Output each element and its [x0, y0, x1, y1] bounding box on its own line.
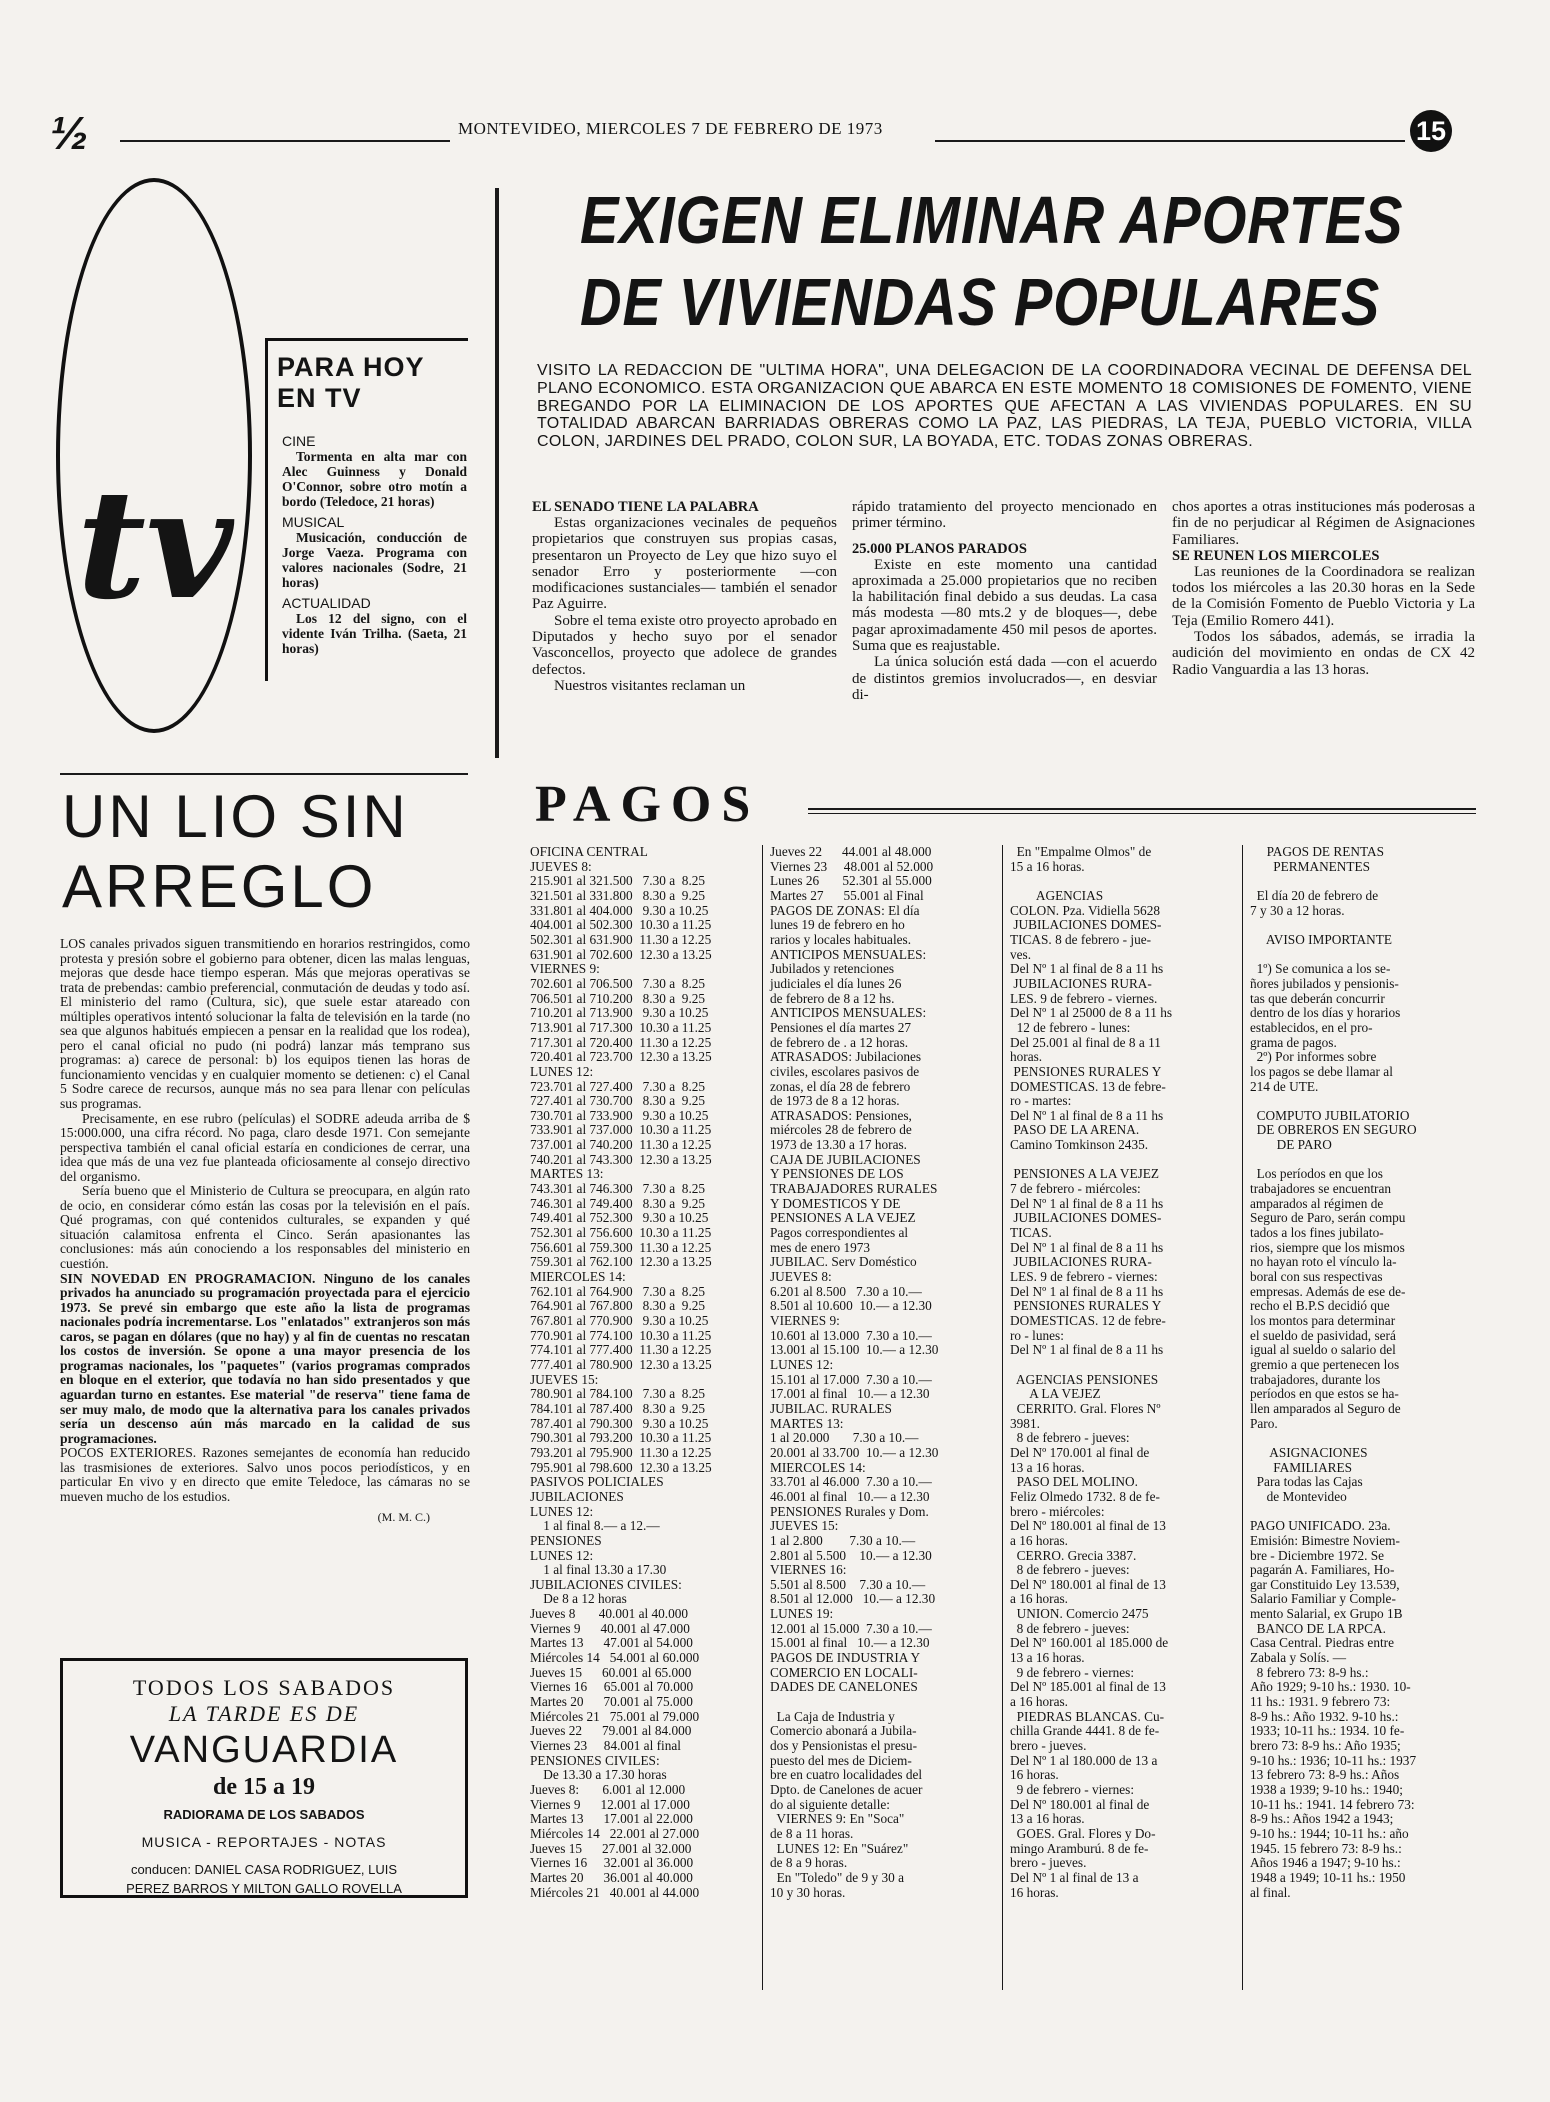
tv-section-text: Los 12 del signo, con el vidente Iván Trilha. (Saeta, 21 horas): [282, 611, 467, 656]
main-lead: VISITO LA REDACCION DE "ULTIMA HORA", UNA DELEGACION DE LA COORDINADORA VECINAL DE DEFENSA DEL PLANO ECONOMICO. ESTA ORGANIZACION QUE ABARCA EN ESTE MOMENTO 18 COMISIONES DE FOMENTO, VIENE BREGANDO POR LA ELIMINACION DE LOS APORTES QUE AFECTAN A LAS VIVIENDAS POPULARES. EN SU TOTALIDAD ABARCAN BARRIADAS OBRERAS COMO LA PAZ, LAS PIEDRAS, LA TEJA, PUEBLO VICTORIA, VILLA COLON, JARDINES DEL PRADO, COLON SUR, LA BOYADA, ETC. TODAS ZONAS OBRERAS.: [537, 362, 1472, 451]
tv-section-text: Tormenta en alta mar con Alec Guinness y Donald O'Connor, sobre otro motín a bordo (Teledoce, 21 horas): [282, 449, 467, 509]
main-paragraph: La única solución está dada —con el acuerdo de distintos gremios involucrados—, en desviar di-: [852, 654, 1157, 703]
tv-oval: [56, 178, 252, 733]
ad-line: LA TARDE ES DE: [168, 1701, 360, 1726]
lio-signature: (M. M. C.): [377, 1510, 430, 1525]
masthead-rule-left: [120, 140, 450, 142]
tv-logo-text: tv: [76, 457, 234, 633]
lio-title: [62, 782, 472, 922]
pagos-divider: [1002, 845, 1003, 1990]
pagos-col2: Jueves 22 44.001 al 48.000 Viernes 23 48.001 al 52.000 Lunes 26 52.301 al 55.000 Martes 27 55.001 al Final PAGOS DE ZONAS: El día lunes 19 de febrero en ho rarios y locales habituales. ANTICIPOS MENSUALES: Jubilados y retenciones judiciales el día lunes 26 de febrero de 8 a 12 hs. ANTICIPOS MENSUALES: Pensiones el día martes 27 de febrero de . a 12 horas. ATRASADOS: Jubilaciones civiles, escolares pasivos de zonas, el día 28 de febrero de 1973 de 8 a 12 horas. ATRASADOS: Pensiones, miércoles 28 de febrero de 1973 de 13.30 a 17 horas. CAJA DE JUBILACIONES Y PENSIONES DE LOS TRABAJADORES RURALES Y DOMESTICOS Y DE PENSIONES A LA VEJEZ Pagos correspondientes al mes de enero 1973 JUBILAC. Serv Doméstico JUEVES 8: 6.201 al 8.500 7.30 a 10.— 8.501 al 10.600 10.— a 12.30 VIERNES 9: 10.601 al 13.000 7.30 a 10.— 13.001 al 15.100 10.— a 12.30 LUNES 12: 15.101 al 17.000 7.30 a 10.— 17.001 al final 10.— a 12.30 JUBILAC. RURALES MARTES 13: 1 al 20.000 7.30 a 10.— 20.001 al 33.700 10.— a 12.30 MIERCOLES 14: 33.701 al 46.000 7.30 a 10.— 46.001 al final 10.— a 12.30 PENSIONES Rurales y Dom. JUEVES 15: 1 al 2.800 7.30 a 10.— 2.801 al 5.500 10.— a 12.30 VIERNES 16: 5.501 al 8.500 7.30 a 10.— 8.501 al 12.000 10.— a 12.30 LUNES 19: 12.001 al 15.000 7.30 a 10.— 15.001 al final 10.— a 12.30 PAGOS DE INDUSTRIA Y COMERCIO EN LOCALI- DADES DE CANELONES La Caja de Industria y Comercio abonará a Jubila- dos y Pensionistas el presu- puesto del mes de Diciem- bre en cuatro localidades del Dpto. de Canelones de acuer do al siguiente detalle: VIERNES 9: En "Soca" de 8 a 11 horas. LUNES 12: En "Suárez" de 8 a 9 horas. En "Toledo" de 9 y 30 a 10 y 30 horas.: [770, 844, 939, 1900]
pagos-rule: [808, 808, 1476, 810]
main-paragraph: chos aportes a otras instituciones más poderosas a fin de no perjudicar al Régimen de Asignaciones Familiares.: [1172, 499, 1475, 548]
main-paragraph: Nuestros visitantes reclaman un: [554, 677, 746, 694]
main-paragraph: Todos los sábados, además, se irradia la audición del movimiento en ondas de CX 42 Radio Vanguardia a las 13 horas.: [1172, 629, 1475, 678]
lio-paragraph: Sería bueno que el Ministerio de Cultura se preocupara, en algún rato de ocio, en considerar cómo están las cosas por la televisión en el país. Qué programas, con qué contenidos culturales, se expanden y qué situación calamitosa enfrenta el Cinco. Serán apasionantes las conclusiones: más aún conociendo a los responsables del ministerio en cuestión.: [60, 1183, 470, 1272]
vanguardia-ad: [60, 1658, 468, 1898]
tv-section-label: ACTUALIDAD: [282, 595, 371, 611]
tv-section-label: MUSICAL: [282, 514, 345, 530]
ad-line: PEREZ BARROS Y MILTON GALLO ROVELLA: [126, 1881, 402, 1896]
pagos-col3: En "Empalme Olmos" de 15 a 16 horas. AGENCIAS COLON. Pza. Vidiella 5628 JUBILACIONES DOMES- TICAS. 8 de febrero - jue- ves. Del Nº 1 al final de 8 a 11 hs JUBILACIONES RURA- LES. 9 de febrero - viernes. Del Nº 1 al 25000 de 8 a 11 hs 12 de febrero - lunes: Del 25.001 al final de 8 a 11 horas. PENSIONES RURALES Y DOMESTICAS. 13 de febre- ro - martes: Del Nº 1 al final de 8 a 11 hs PASO DE LA ARENA. Camino Tomkinson 2435. PENSIONES A LA VEJEZ 7 de febrero - miércoles: Del Nº 1 al final de 8 a 11 hs JUBILACIONES DOMES- TICAS. Del Nº 1 al final de 8 a 11 hs JUBILACIONES RURA- LES. 9 de febrero - viernes: Del Nº 1 al final de 8 a 11 hs PENSIONES RURALES Y DOMESTICAS. 12 de febre- ro - lunes: Del Nº 1 al final de 8 a 11 hs AGENCIAS PENSIONES A LA VEJEZ CERRITO. Gral. Flores Nº 3981. 8 de febrero - jueves: Del Nº 170.001 al final de 13 a 16 horas. PASO DEL MOLINO. Feliz Olmedo 1732. 8 de fe- brero - miércoles: Del Nº 180.001 al final de 13 a 16 horas. CERRO. Grecia 3387. 8 de febrero - jueves: Del Nº 180.001 al final de 13 a 16 horas. UNION. Comercio 2475 8 de febrero - jueves: Del Nº 160.001 al 185.000 de 13 a 16 horas. 9 de febrero - viernes: Del Nº 185.001 al final de 13 a 16 horas. PIEDRAS BLANCAS. Cu- chilla Grande 4441. 8 de fe- brero - jueves. Del Nº 1 al 180.000 de 13 a 16 horas. 9 de febrero - viernes: Del Nº 180.001 al final de 13 a 16 horas. GOES. Gral. Flores y Do- mingo Aramburú. 8 de fe- brero - jueves. Del Nº 1 al final de 13 a 16 horas.: [1010, 844, 1173, 1900]
ad-line: RADIORAMA DE LOS SABADOS: [163, 1807, 365, 1822]
column-divider: [495, 188, 499, 758]
main-headline: [580, 180, 1460, 344]
ad-line: VANGUARDIA: [129, 1729, 399, 1771]
ad-line: de 15 a 19: [213, 1774, 315, 1800]
main-paragraph: Existe en este momento una cantidad aproximada a 25.000 propietarios que no reciben la habilitación final debido a sus deudas. La casa más modesta —80 mts.2 y de bloques—, debe pagar aproximadamente 450 mil pesos de aportes. Suma que es reajustable.: [852, 556, 1157, 655]
main-paragraph: rápido tratamiento del proyecto mencionado en primer término.: [852, 499, 1157, 532]
lio-article: [60, 937, 470, 1525]
main-subhead: EL SENADO TIENE LA PALABRA: [532, 499, 759, 515]
main-paragraph: Estas organizaciones vecinales de pequeños propietarios que construyen sus propias casas, presentaron un Proyecto de Ley que hizo suyo el senador Erro y posteriormente —con modificaciones sustanciales— también el senador Paz Aguirre.: [532, 515, 837, 613]
main-col3: [1172, 499, 1475, 678]
section-logo: ½: [50, 107, 89, 159]
pagos-divider: [1242, 845, 1243, 1990]
pagos-col4: PAGOS DE RENTAS PERMANENTES El día 20 de febrero de 7 y 30 a 12 horas. AVISO IMPORTANTE 1º) Se comunica a los se- ñores jubilados y pensionis- tas que deberán concurrir dentro de los días y horarios establecidos, en el pro- grama de pagos. 2º) Por informes sobre los pagos se debe llamar al 214 de UTE. COMPUTO JUBILATORIO DE OBREROS EN SEGURO DE PARO Los períodos en que los trabajadores se encuentran amparados al régimen de Seguro de Paro, serán compu tados a los fines jubilato- rios, siempre que los mismos no hayan roto el vínculo la- boral con sus respectivas empresas. Además de ese de- recho el B.P.S decidió que los montos para determinar el sueldo de pasividad, será igual al sueldo o salario del gremio a que pertenecen los trabajadores, durante los períodos en que estos se ha- llen amparados al Seguro de Paro. ASIGNACIONES FAMILIARES Para todas las Cajas de Montevideo PAGO UNIFICADO. 23a. Emisión: Bimestre Noviem- bre - Diciembre 1972. Se pagarán A. Familiares, Ho- gar Constituido Ley 13.539, Salario Familiar y Comple- mento Salarial, ex Grupo 1B BANCO DE LA RPCA. Casa Central. Piedras entre Zabala y Solís. — 8 febrero 73: 8-9 hs.: Año 1929; 9-10 hs.: 1930. 10- 11 hs.: 1931. 9 febrero 73: 8-9 hs.: Año 1932. 9-10 hs.: 1933; 10-11 hs.: 1934. 10 fe- brero 73: 8-9 hs.: Año 1935; 9-10 hs.: 1936; 10-11 hs.: 1937 13 febrero 73: 8-9 hs.: Años 1938 a 1939; 9-10 hs.: 1940; 10-11 hs.: 1941. 14 febrero 73: 8-9 hs.: Años 1942 a 1943; 9-10 hs.: 1944; 10-11 hs.: año 1945. 15 febrero 73: 8-9 hs.: Años 1946 a 1947; 9-10 hs.: 1948 a 1949; 10-11 hs.: 1950 al final.: [1250, 844, 1417, 1900]
ad-line: TODOS LOS SABADOS: [132, 1675, 396, 1700]
headline-line1: EXIGEN ELIMINAR APORTES: [580, 183, 1404, 258]
lio-paragraph: LOS canales privados siguen transmitiendo en horarios restringidos, como protesta y presión sobre el gobierno para obtener, dicen las malas lenguas, mejoras que desde hace tiempo esperan. Más que mejoras operativas se trata de prebendas: cambio preferencial, conmutación de deudas y todo así. El ministerio del ramo (Cultura, sic), que suele estar atareado con múltiples operativos intentó solucionar la falta de televisión en la tarde (no sea que algunos habitués empiecen a pensar en la realidad que los rodea), pero el canal oficial no pudo (ni podrá) lanzar más temprano sus programas: a) carece de personal: b) los equipos tienen las horas de funcionamiento vencidas y en cualquier momento se detienen: c) el Canal 5 Sodre carece de recursos, aunque más no sea para llenar con películas sus programas.: [60, 936, 470, 1112]
tv-listings-title: PARA HOY EN TV: [277, 352, 425, 413]
lio-paragraph: POCOS EXTERIORES. Razones semejantes de economía han reducido las trasmisiones de exteriores. Salvo unos pocos periodísticos, y en particular En vivo y en directo que emite Teledoce, las cámaras no se mueven mucho de los estudios.: [60, 1445, 470, 1504]
dateline: MONTEVIDEO, MIERCOLES 7 DE FEBRERO DE 1973: [458, 119, 883, 138]
ad-line: MUSICA - REPORTAJES - NOTAS: [141, 1834, 387, 1850]
lio-top-rule: [60, 773, 468, 775]
pagos-col1: OFICINA CENTRAL JUEVES 8: 215.901 al 321.500 7.30 a 8.25 321.501 al 331.800 8.30 a 9.25 331.801 al 404.000 9.30 a 10.25 404.001 al 502.300 10.30 a 11.25 502.301 al 631.900 11.30 a 12.25 631.901 al 702.600 12.30 a 13.25 VIERNES 9: 702.601 al 706.500 7.30 a 8.25 706.501 al 710.200 8.30 a 9.25 710.201 al 713.900 9.30 a 10.25 713.901 al 717.300 10.30 a 11.25 717.301 al 720.400 11.30 a 12.25 720.401 al 723.700 12.30 a 13.25 LUNES 12: 723.701 al 727.400 7.30 a 8.25 727.401 al 730.700 8.30 a 9.25 730.701 al 733.900 9.30 a 10.25 733.901 al 737.000 10.30 a 11.25 737.001 al 740.200 11.30 a 12.25 740.201 al 743.300 12.30 a 13.25 MARTES 13: 743.301 al 746.300 7.30 a 8.25 746.301 al 749.400 8.30 a 9.25 749.401 al 752.300 9.30 a 10.25 752.301 al 756.600 10.30 a 11.25 756.601 al 759.300 11.30 a 12.25 759.301 al 762.100 12.30 a 13.25 MIERCOLES 14: 762.101 al 764.900 7.30 a 8.25 764.901 al 767.800 8.30 a 9.25 767.801 al 770.900 9.30 a 10.25 770.901 al 774.100 10.30 a 11.25 774.101 al 777.400 11.30 a 12.25 777.401 al 780.900 12.30 a 13.25 JUEVES 15: 780.901 al 784.100 7.30 a 8.25 784.101 al 787.400 8.30 a 9.25 787.401 al 790.300 9.30 a 10.25 790.301 al 793.200 10.30 a 11.25 793.201 al 795.900 11.30 a 12.25 795.901 al 798.600 12.30 a 13.25 PASIVOS POLICIALES JUBILACIONES LUNES 12: 1 al final 8.— a 12.— PENSIONES LUNES 12: 1 al final 13.30 a 17.30 JUBILACIONES CIVILES: De 8 a 12 horas Jueves 8 40.001 al 40.000 Viernes 9 40.001 al 47.000 Martes 13 47.001 al 54.000 Miércoles 14 54.001 al 60.000 Jueves 15 60.001 al 65.000 Viernes 16 65.001 al 70.000 Martes 20 70.001 al 75.000 Miércoles 21 75.001 al 79.000 Jueves 22 79.001 al 84.000 Viernes 23 84.001 al final PENSIONES CIVILES: De 13.30 a 17.30 horas Jueves 8: 6.001 al 12.000 Viernes 9 12.001 al 17.000 Martes 13 17.001 al 22.000 Miércoles 14 22.001 al 27.000 Jueves 15 27.001 al 32.000 Viernes 16 32.001 al 36.000 Martes 20 36.001 al 40.000 Miércoles 21 40.001 al 44.000: [530, 844, 712, 1900]
main-subhead: 25.000 PLANOS PARADOS: [852, 540, 1027, 557]
lio-title-line2: ARREGLO: [62, 853, 377, 920]
tv-listings: [282, 434, 467, 656]
ad-line: conducen: DANIEL CASA RODRIGUEZ, LUIS: [130, 1862, 398, 1877]
main-paragraph: Sobre el tema existe otro proyecto aprobado en Diputados y hecho suyo por el senador Vasconcellos, proyecto que adolece de grandes defectos.: [532, 612, 837, 678]
main-subhead: SE REUNEN LOS MIERCOLES: [1172, 547, 1380, 564]
tv-section-text: Musicación, conducción de Jorge Vaeza. Programa con valores nacionales (Sodre, 21 horas): [282, 530, 467, 590]
lio-title-line1: UN LIO SIN: [62, 783, 409, 850]
lio-paragraph: SIN NOVEDAD EN PROGRAMACION. Ninguno de los canales privados ha anunciado su programación proyectada para el ejercicio 1973. Se prevé sin embargo que este año la lista de programas nacionales podría incrementarse. Los "enlatados" extranjeros son más caros, se pagan en dólares (que no hay) y al fin de cuentas no rescatan los costos de inversión. Se opone a una mayor presencia de los programas nacionales, los "paquetes" (varios programas comprados en bloque en el exterior, que todavía no han sido presentados y que aguardan turno en estantes. Ese material "de reserva" tiene fama de ser muy malo, de modo que la alternativa para los canales privados sería un descenso aún más marcado en la calidad de sus programaciones.: [60, 1270, 470, 1446]
lio-paragraph: Precisamente, en ese rubro (películas) el SODRE adeuda arriba de $ 15:000.000, una cifra récord. No paga, claro desde 1971. Con semejante perspectiva también el canal oficial estaría en condiciones de cerrar, una idea que más de una vez fue planteada oficiosamente al consejo directivo del organismo.: [60, 1110, 470, 1184]
pagos-rule-2: [808, 813, 1476, 814]
page-number: 15: [1415, 116, 1447, 146]
pagos-divider: [762, 845, 763, 1990]
tv-section-label: CINE: [282, 433, 316, 449]
headline-line2: DE VIVIENDAS POPULARES: [580, 265, 1381, 340]
pagos-title: PAGOS: [535, 776, 761, 833]
masthead-rule-right: [935, 140, 1405, 142]
main-paragraph: Las reuniones de la Coordinadora se realizan todos los miércoles a las 20.30 horas en la Sede de la Comisión Fomento de Pueblo Victoria y La Teja (Emilio Romero 441).: [1172, 563, 1475, 629]
page-number-badge: [1410, 110, 1452, 152]
main-col1: [532, 499, 837, 694]
main-col2: [852, 499, 1157, 703]
